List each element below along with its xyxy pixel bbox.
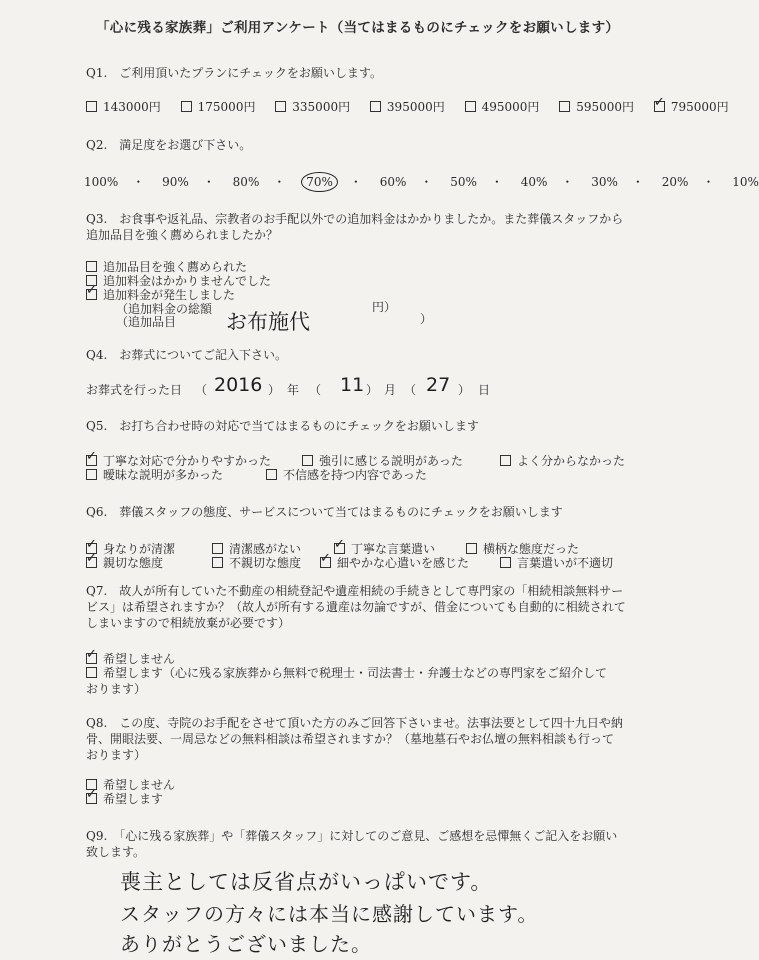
checkbox[interactable] (181, 101, 192, 112)
checkbox-checked[interactable] (86, 793, 97, 804)
q1-option[interactable]: 335000円 (275, 98, 350, 115)
q3-option[interactable]: 追加料金はかかりませんでした (86, 272, 271, 289)
q1-options (86, 98, 729, 115)
q1-option[interactable]: 175000円 (181, 98, 256, 115)
q2-option[interactable]: 20% (661, 175, 689, 189)
checkbox-checked[interactable] (86, 289, 97, 300)
q9-answer-line2[interactable]: スタッフの方々には本当に感謝しています。 (120, 902, 539, 926)
q4-month-label: 月 (384, 383, 397, 397)
q7-option[interactable]: 希望します（心に残る家族葬から無料で税理士・司法書士・弁護士などの専門家をご紹介して (86, 664, 607, 681)
checkbox[interactable] (500, 557, 511, 568)
q5-option[interactable]: 曖昧な説明が多かった (86, 466, 223, 483)
checkbox[interactable] (266, 469, 277, 480)
q5-option[interactable]: ✓丁寧な対応で分かりやすかった (86, 452, 271, 469)
q4-prefix: お葬式を行った日 (86, 383, 183, 397)
q2-option[interactable]: 50% (450, 175, 477, 189)
q8-question-line2: 骨、開眼法要、一周忌などの無料相談は希望されますか？（墓地墓石やお仏壇の無料相談も行って (86, 732, 615, 746)
checkbox-checked[interactable] (86, 455, 97, 466)
q9-answer-line1[interactable]: 喪主としては反省点がいっぱいです。 (120, 870, 493, 894)
q3-item-close: ） (420, 312, 433, 326)
q3-total-unit: 円） (372, 300, 397, 314)
q7-option-continuation: おります） (86, 682, 147, 696)
checkbox[interactable] (466, 543, 477, 554)
q2-question: Q2. 満足度をお選び下さい。 (86, 138, 252, 152)
q2-option[interactable]: 40% (520, 175, 548, 189)
q4-day-close: ） (458, 383, 471, 397)
checkbox-checked[interactable] (320, 557, 331, 568)
q6-option[interactable]: ✓親切な態度 (86, 554, 163, 571)
q2-option[interactable]: 80% (232, 175, 260, 189)
q2-options: 100% ・ 90% ・ 80% ・ 70% ・ 60% ・ 50% ・ 40% ・ 30% ・ 20% ・ 10% (84, 173, 759, 190)
q3-question-line2: 追加品目を強く薦められましたか？ (86, 228, 279, 242)
q6-question: Q6. 葬儀スタッフの態度、サービスについて当てはまるものにチェックをお願いします (86, 505, 563, 519)
q4-day-open: （ (404, 383, 417, 397)
q4-year-open: （ (195, 383, 208, 397)
q2-option-selected[interactable]: 70% (301, 172, 338, 192)
checkbox[interactable] (86, 469, 97, 480)
checkbox[interactable] (212, 543, 223, 554)
q1-option[interactable]: 495000円 (465, 98, 540, 115)
q6-option[interactable]: ✓ 丁寧な言葉遣い (334, 540, 435, 557)
checkbox[interactable] (212, 557, 223, 568)
q2-option[interactable]: 10% (732, 175, 759, 189)
q4-question: Q4. お葬式についてご記入下さい。 (86, 348, 288, 362)
q4-year-label: 年 (287, 383, 300, 397)
q2-option[interactable]: 90% (162, 175, 189, 189)
q6-option[interactable]: 言葉遣いが不適切 (500, 554, 613, 571)
q3-item-label: （追加品目 (116, 315, 177, 329)
q5-question: Q5. お打ち合わせ時の対応で当てはまるものにチェックをお願いします (86, 419, 479, 433)
q3-total-label: （追加料金の総額 (116, 302, 213, 316)
q6-option[interactable]: 不親切な態度 (212, 554, 301, 571)
q6-option[interactable]: ✓身なりが清潔 (86, 540, 175, 557)
checkbox[interactable] (86, 261, 97, 272)
checkbox[interactable] (465, 101, 476, 112)
q4-month-open: （ (309, 383, 322, 397)
q2-option[interactable]: 60% (379, 175, 407, 189)
q3-question-line1: Q3. お食事や返礼品、宗教者のお手配以外での追加料金はかかりましたか。また葬儀スタッフから (86, 212, 624, 226)
checkbox[interactable] (86, 667, 97, 678)
q7-question-line1: Q7. 故人が所有していた不動産の相続登記や遺産相続の手続きとして専門家の「相続相談無料サー (86, 584, 624, 598)
q8-option[interactable]: ✓希望します (86, 790, 163, 807)
checkbox[interactable] (275, 101, 286, 112)
q6-option[interactable]: 横柄な態度だった (466, 540, 579, 557)
q3-option[interactable]: ✓追加料金が発生しました (86, 286, 235, 303)
q1-question: Q1. ご利用頂いたプランにチェックをお願いします。 (86, 66, 382, 80)
checkbox-checked[interactable] (86, 557, 97, 568)
q9-question-line1: Q9. 「心に残る家族葬」や「葬儀スタッフ」に対してのご意見、ご感想を忌憚無くご記入をお願い (86, 829, 618, 843)
page-title: 「心に残る家族葬」ご利用アンケート（当てはまるものにチェックをお願いします） (96, 20, 620, 36)
q7-question-line2: ビス」は希望されますか？（故人が所有する遺産は勿論ですが、借金についても自動的に相続されて (86, 600, 626, 614)
q1-option[interactable]: ✓ 795000円 (654, 98, 729, 115)
q4-day-label: 日 (478, 383, 491, 397)
q1-option[interactable]: 395000円 (370, 98, 445, 115)
q1-option[interactable]: 143000円 (86, 98, 161, 115)
q8-question-line1: Q8. この度、寺院のお手配をさせて頂いた方のみご回答下さいませ。法事法要として四十九日や納 (86, 716, 623, 730)
q4-year-value[interactable]: 2016 (214, 374, 263, 396)
q1-option[interactable]: 595000円 (559, 98, 634, 115)
q6-option[interactable]: ✓ 細やかな心遣いを感じた (320, 554, 469, 571)
checkbox[interactable] (559, 101, 570, 112)
q3-option[interactable]: 追加品目を強く薦められた (86, 258, 247, 275)
checkbox-checked[interactable] (334, 543, 345, 554)
checkbox[interactable] (500, 455, 511, 466)
q2-option[interactable]: 30% (591, 175, 618, 189)
q2-option[interactable]: 100% (84, 175, 119, 189)
q4-month-value[interactable]: 11 (340, 374, 365, 396)
q9-question-line2: 致します。 (86, 845, 146, 859)
checkbox[interactable] (86, 101, 97, 112)
q6-option[interactable]: 清潔感がない (212, 540, 301, 557)
checkbox-checked[interactable] (86, 653, 97, 664)
checkbox-checked[interactable] (654, 101, 665, 112)
q4-year-close: ） (268, 383, 281, 397)
q4-month-close: ） (366, 383, 379, 397)
checkbox[interactable] (302, 455, 313, 466)
q7-question-line3: しまいますので相続放棄が必要です） (86, 616, 291, 630)
q3-item-handwritten[interactable]: お布施代 (226, 310, 310, 334)
checkbox[interactable] (370, 101, 381, 112)
q8-question-line3: おります） (86, 748, 147, 762)
q5-option[interactable]: 強引に感じる説明があった (302, 452, 463, 469)
q8-option[interactable]: 希望しません (86, 776, 175, 793)
q5-option[interactable]: よく分からなかった (500, 452, 625, 469)
q5-option[interactable]: 不信感を持つ内容であった (266, 466, 427, 483)
q7-option[interactable]: ✓希望しません (86, 650, 175, 667)
q9-answer-line3[interactable]: ありがとうございました。 (120, 932, 372, 956)
q4-day-value[interactable]: 27 (426, 374, 451, 396)
